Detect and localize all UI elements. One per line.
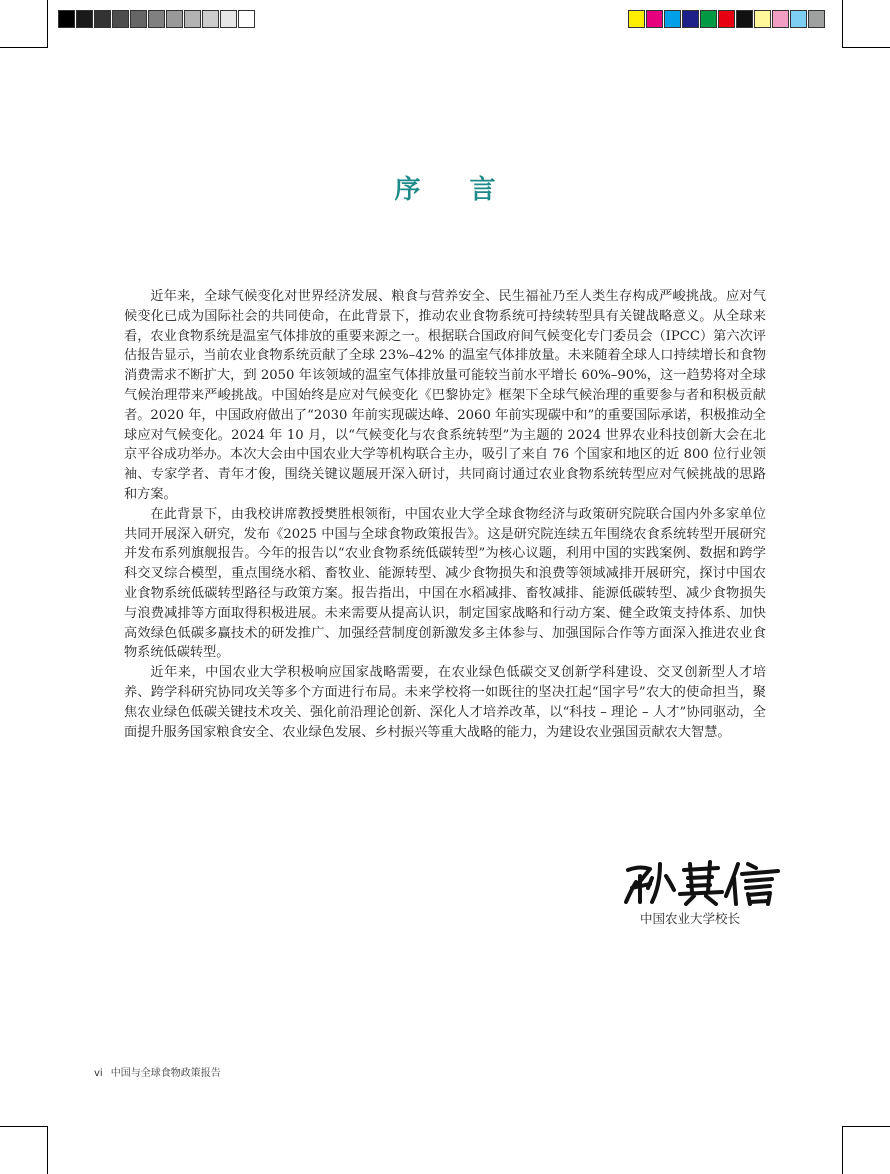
gray-swatch <box>76 10 93 28</box>
preface-body <box>124 287 766 742</box>
color-swatch <box>790 10 807 28</box>
page-number: vi <box>94 1068 103 1079</box>
handwritten-signature <box>622 858 782 906</box>
gray-swatch <box>130 10 147 28</box>
gray-swatch <box>112 10 129 28</box>
paragraph: 近年来，中国农业大学积极响应国家战略需要，在农业绿色低碳交叉创新学科建设、交叉创新型人才培养、跨学科研究协同攻关等多个方面进行布局。未来学校将一如既往的坚决扛起“国字号”农大的使命担当，聚焦农业绿色低碳关键技术攻关、强化前沿理论创新、深化人才培养改革，以“科技 – 理论 – 人才”协同驱动，全面提升服务国家粮食安全、农业绿色发展、乡村振兴等重大战略的能力，为建设农业强国贡献农大智慧。 <box>124 665 766 740</box>
gray-swatch <box>238 10 255 28</box>
gray-swatch <box>94 10 111 28</box>
color-swatch <box>682 10 699 28</box>
gray-swatch <box>148 10 165 28</box>
gray-swatch <box>202 10 219 28</box>
gray-swatch <box>184 10 201 28</box>
color-swatch <box>718 10 735 28</box>
color-swatch <box>700 10 717 28</box>
gray-swatch <box>58 10 75 28</box>
color-swatch <box>808 10 825 28</box>
running-title: 中国与全球食物政策报告 <box>110 1068 221 1079</box>
color-swatch <box>754 10 771 28</box>
color-swatch <box>646 10 663 28</box>
color-swatch <box>628 10 645 28</box>
gray-swatch <box>220 10 237 28</box>
page-footer <box>94 1064 221 1079</box>
color-calibration-bar <box>628 10 826 28</box>
grayscale-calibration-bar <box>58 10 256 28</box>
page-title: 序 言 <box>394 175 516 206</box>
signatory-title: 中国农业大学校长 <box>640 911 741 926</box>
gray-swatch <box>166 10 183 28</box>
color-swatch <box>772 10 789 28</box>
color-swatch <box>736 10 753 28</box>
paragraph: 在此背景下，由我校讲席教授樊胜根领衔，中国农业大学全球食物经济与政策研究院联合国内外多家单位共同开展深入研究，发布《2025 中国与全球食物政策报告》。这是研究院连续五年围绕农食系统转型开展研究并发布系列旗舰报告。今年的报告以“农业食物系统低碳转型”为核心议题，利用中国的实践案例、数据和跨学科交叉综合模型，重点围绕水稻、畜牧业、能源转型、减少食物损失和浪费等领域减排开展研究，探讨中国农业食物系统低碳转型路径与政策方案。报告指出，中国在水稻减排、畜牧减排、能源低碳转型、减少食物损失与浪费减排等方面取得积极进展。未来需要从提高认识，制定国家战略和行动方案、健全政策支持体系、加快高效绿色低碳多赢技术的研发推广、加强经营制度创新激发多主体参与、加强国际合作等方面深入推进农业食物系统低碳转型。 <box>124 506 766 661</box>
color-swatch <box>664 10 681 28</box>
paragraph: 近年来，全球气候变化对世界经济发展、粮食与营养安全、民生福祉乃至人类生存构成严峻挑战。应对气候变化已成为国际社会的共同使命，在此背景下，推动农业食物系统可持续转型具有关键战略意义。从全球来看，农业食物系统是温室气体排放的重要来源之一。根据联合国政府间气候变化专门委员会（IPCC）第六次评估报告显示，当前农业食物系统贡献了全球 23%–42% 的温室气体排放量。未来随着全球人口持续增长和食物消费需求不断扩大，到 2050 年该领域的温室气体排放量可能较当前水平增长 60%–90%，这一趋势将对全球气候治理带来严峻挑战。中国始终是应对气候变化《巴黎协定》框架下全球气候治理的重要参与者和积极贡献者。2020 年，中国政府做出了“2030 年前实现碳达峰、2060 年前实现碳中和”的重要国际承诺，积极推动全球应对气候变化。2024 年 10 月，以“气候变化与农食系统转型”为主题的 2024 世界农业科技创新大会在北京平谷成功举办。本次大会由中国农业大学等机构联合主办，吸引了来自 76 个国家和地区的近 800 位行业领袖、专家学者、青年才俊，围绕关键议题展开深入研讨，共同商讨通过农业食物系统转型应对气候挑战的思路和方案。 <box>124 289 766 502</box>
